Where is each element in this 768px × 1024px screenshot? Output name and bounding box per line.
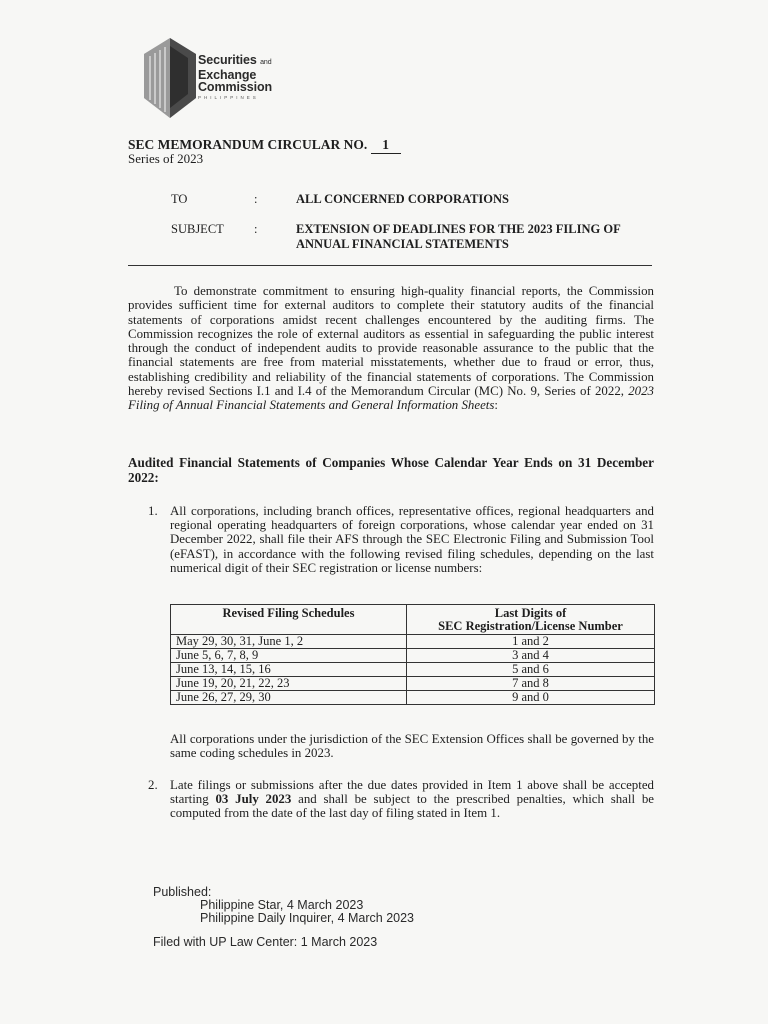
logo-text-securities: Securities xyxy=(198,53,257,67)
table-cell-schedule: June 13, 14, 15, 16 xyxy=(171,663,407,677)
table-cell-schedule: June 19, 20, 21, 22, 23 xyxy=(171,677,407,691)
table-cell-digits: 1 and 2 xyxy=(407,635,655,649)
published-label: Published: xyxy=(153,885,212,899)
circular-number: 1 xyxy=(371,137,401,154)
table-cell-digits: 3 and 4 xyxy=(407,649,655,663)
intro-end: : xyxy=(494,398,498,413)
sec-logo-emblem-icon xyxy=(140,36,200,120)
table-header-digits xyxy=(407,605,655,635)
subject-label: SUBJECT xyxy=(171,222,224,236)
intro-text: To demonstrate commitment to ensuring high-quality financial reports, the Commission provides sufficient time for external auditors to complete their statutory audits of the financial statements of corporations amidst recent challenges encountered by the auditing firms. The Commission recognizes the role of external auditors as essential in safeguarding the public interest through the conduct of independent audits to provide reasonable assurance to the public that the financial statements are free from material misstatements, whether due to fraud or error, thus, establishing credibility and reliability of the financial statements of corporations. The Commission hereby revised Sections I.1 and I.4 of the Memorandum Circular (MC) No. 9, Series of 2022, xyxy=(128,284,654,399)
circular-title-prefix: SEC MEMORANDUM CIRCULAR NO. xyxy=(128,137,368,152)
header-divider xyxy=(128,265,652,266)
published-item-1: Philippine Star, 4 March 2023 xyxy=(200,898,364,912)
table-row xyxy=(171,677,655,691)
table-row xyxy=(171,691,655,705)
subject-colon: : xyxy=(254,222,258,236)
table-cell-schedule: June 26, 27, 29, 30 xyxy=(171,691,407,705)
list-item-2-text-a: Late filings or submissions after the due dates provided in Item 1 above shall be accepted starting xyxy=(170,778,654,807)
to-label: TO xyxy=(171,192,188,206)
list-item-2-text xyxy=(170,778,654,821)
intro-italic-title: 2023 Filing of Annual Financial Statements and General Information Sheets xyxy=(128,384,654,413)
section-heading: Audited Financial Statements of Companies Whose Calendar Year Ends on 31 December 2022: xyxy=(128,455,654,485)
intro-paragraph xyxy=(128,284,654,413)
logo-text-exchange: Exchange xyxy=(198,68,257,82)
list-item-1-text: All corporations, including branch offices, representative offices, regional headquarters and regional operating headquarters of foreign corporations, whose calendar year ended on 31 December 2022, shall file their AFS through the SEC Electronic Filing and Submission Tool (eFAST), in accordance with the following revised filing schedules, depending on the last numerical digit of their SEC registration or license numbers: xyxy=(170,504,654,575)
to-colon: : xyxy=(254,192,258,206)
table-cell-digits: 5 and 6 xyxy=(407,663,655,677)
table-cell-digits: 9 and 0 xyxy=(407,691,655,705)
logo-text-commission: Commission xyxy=(198,80,273,94)
table-row xyxy=(171,635,655,649)
logo-text-philippines: PHILIPPINES xyxy=(198,95,259,100)
table-header-digits-line2: SEC Registration/License Number xyxy=(438,619,623,633)
sec-logo xyxy=(140,36,300,120)
table-header-row xyxy=(171,605,655,635)
table-header-digits-line1: Last Digits of xyxy=(494,606,567,620)
filed-note: Filed with UP Law Center: 1 March 2023 xyxy=(153,935,378,949)
list-item-2-number: 2. xyxy=(148,778,158,792)
table-cell-schedule: June 5, 6, 7, 8, 9 xyxy=(171,649,407,663)
to-value: ALL CONCERNED CORPORATIONS xyxy=(296,192,509,206)
table-cell-digits: 7 and 8 xyxy=(407,677,655,691)
logo-text-and: and xyxy=(260,59,272,66)
circular-series: Series of 2023 xyxy=(128,151,204,166)
subject-value: EXTENSION OF DEADLINES FOR THE 2023 FILING OF ANNUAL FINANCIAL STATEMENTS xyxy=(296,222,621,251)
table-cell-schedule: May 29, 30, 31, June 1, 2 xyxy=(171,635,407,649)
table-header-schedules: Revised Filing Schedules xyxy=(171,605,407,635)
table-row xyxy=(171,663,655,677)
table-row xyxy=(171,649,655,663)
list-item-2-text-b: and shall be subject to the prescribed penalties, which shall be computed from the date of the last day of filing stated in Item 1. xyxy=(170,792,655,821)
published-item-2: Philippine Daily Inquirer, 4 March 2023 xyxy=(200,911,415,925)
list-item-1-number: 1. xyxy=(148,504,158,518)
list-item-2-date: 03 July 2023 xyxy=(215,792,292,807)
extension-offices-note: All corporations under the jurisdiction of the SEC Extension Offices shall be governed by the same coding schedules in 2023. xyxy=(170,732,654,761)
filing-schedule-table xyxy=(170,604,655,705)
